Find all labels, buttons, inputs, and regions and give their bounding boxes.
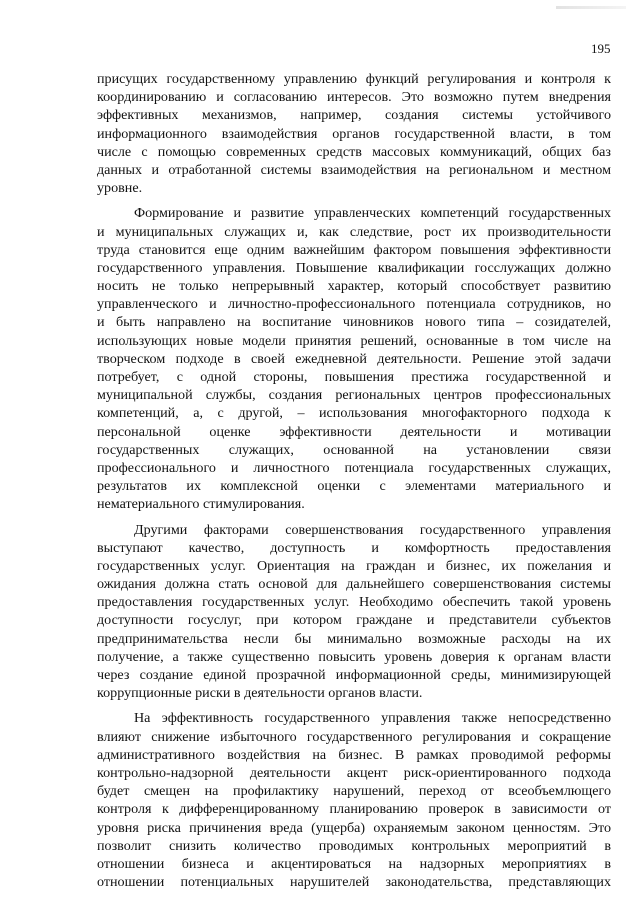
text-line: присущих государственному управлению функций регулирования и контроля к bbox=[97, 71, 611, 87]
text-line: через создание единой прозрачной информационной среды, минимизирующей bbox=[97, 667, 611, 683]
text-line: государственных услуг. Ориентация на граждан и бизнес, их пожелания и bbox=[97, 557, 611, 574]
text-line: получение, а также существенно повысить уровень доверия к органам власти bbox=[97, 648, 611, 665]
text-line: будет смещен на профилактику нарушений, переход от всеобъемлющего bbox=[97, 783, 611, 800]
text-line: данных и отработанной системы взаимодействия на региональном и местном bbox=[97, 161, 611, 178]
text-line: нематериального стимулирования. bbox=[97, 496, 305, 513]
text-line: выступают качество, доступность и комфортность предоставления bbox=[97, 539, 611, 556]
paragraph bbox=[97, 521, 611, 703]
text-line: ожидания должна стать основой для дальнейшего совершенствования системы bbox=[97, 576, 611, 593]
paragraph bbox=[97, 204, 611, 513]
text-line: государственного управления. Повышение квалификации госслужащих должно bbox=[97, 259, 611, 276]
paragraph-gap bbox=[97, 197, 611, 204]
scan-edge-mark bbox=[556, 6, 626, 9]
text-line: персональной оценке эффективности деятельности и мотивации bbox=[97, 423, 611, 440]
text-line: контроля к дифференцированному планированию проверок в зависимости от bbox=[97, 801, 611, 818]
text-line: уровня риска причинения вреда (ущерба) охраняемым законом ценностям. Это bbox=[97, 819, 611, 836]
text-line: коррупционные риски в деятельности органов власти. bbox=[97, 685, 423, 702]
paragraph bbox=[97, 70, 611, 197]
text-line: результатов их комплексной оценки с элементами материального и bbox=[97, 478, 611, 495]
text-line: информационного взаимодействия органов государственной власти, в том bbox=[97, 125, 611, 142]
text-line: числе с помощью современных средств массовых коммуникаций, общих баз bbox=[97, 143, 611, 160]
text-line: доступности госуслуг, при котором граждане и представители субъектов bbox=[97, 612, 611, 629]
text-line: носить не только непрерывный характер, который способствует развитию bbox=[97, 278, 611, 295]
body-text bbox=[97, 70, 611, 891]
text-line: муниципальной службы, создания региональных центров профессиональных bbox=[97, 387, 611, 404]
text-line: предпринимательства несли бы минимально возможные расходы на их bbox=[97, 630, 611, 647]
text-line: предоставления государственных услуг. Необходимо обеспечить такой уровень bbox=[97, 594, 611, 611]
text-line: потребует, с одной стороны, повышения престижа государственной и bbox=[97, 369, 611, 385]
text-line: На эффективность государственного управления также непосредственно bbox=[134, 710, 611, 727]
text-line: эффективных механизмов, например, создания системы устойчивого bbox=[97, 107, 611, 124]
text-line: отношении потенциальных нарушителей законодательства, представляющих bbox=[97, 874, 611, 891]
page-number: 195 bbox=[591, 41, 611, 56]
text-line: позволит снизить количество проводимых контрольных мероприятий в bbox=[97, 837, 611, 854]
paragraph bbox=[97, 709, 611, 891]
text-line: влияют снижение избыточного государственного регулирования и сокращение bbox=[97, 728, 611, 745]
text-line: профессионального и личностного потенциала государственных служащих, bbox=[97, 459, 611, 476]
text-line: использующих новые модели принятия решений, основанные в том числе на bbox=[97, 332, 611, 349]
text-line: отношении бизнеса и акцентироваться на надзорных мероприятиях в bbox=[97, 855, 611, 872]
text-line: управленческого и личностно-профессионального потенциала сотрудников, но bbox=[97, 296, 611, 313]
text-line: координированию и согласованию интересов. Это возможно путем внедрения bbox=[97, 89, 611, 106]
text-line: уровне. bbox=[97, 180, 143, 197]
text-line: и быть направлено на воспитание чиновников нового типа – созидателей, bbox=[97, 314, 611, 331]
text-line: государственных служащих, основанной на установлении связи bbox=[97, 441, 611, 458]
paragraph-gap bbox=[97, 702, 611, 709]
text-line: компетенций, а, с другой, – использования многофакторного подхода к bbox=[97, 405, 611, 422]
text-line: контрольно-надзорной деятельности акцент риск-ориентированного подхода bbox=[97, 764, 611, 781]
text-line: труда становится еще одним важнейшим фактором повышения эффективности bbox=[97, 241, 611, 258]
text-line: творческом подходе в своей ежедневной деятельности. Решение этой задачи bbox=[97, 350, 611, 367]
text-line: Другими факторами совершенствования государственного управления bbox=[134, 521, 611, 538]
text-line: административного воздействия на бизнес. В рамках проводимой реформы bbox=[97, 746, 611, 763]
paragraph-gap bbox=[97, 514, 611, 521]
text-line: Формирование и развитие управленческих компетенций государственных bbox=[134, 205, 611, 222]
text-line: и муниципальных служащих и, как следствие, рост их производительности bbox=[97, 223, 611, 240]
